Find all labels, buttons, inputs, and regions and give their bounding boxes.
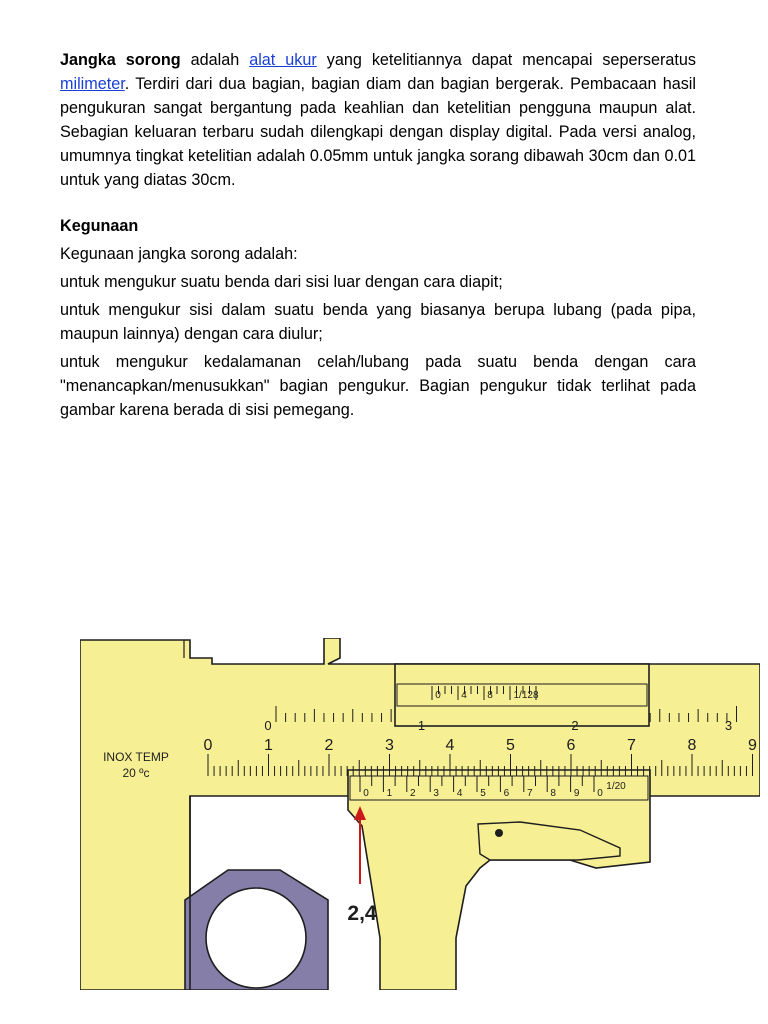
vernier-label: 4 xyxy=(456,788,463,799)
vernier-caliper-figure xyxy=(80,638,760,990)
mm-label: 0 xyxy=(203,737,213,754)
section-heading-kegunaan: Kegunaan xyxy=(60,217,139,235)
mm-label: 4 xyxy=(445,737,455,754)
kegunaan-item-3: untuk mengukur kedalamanan celah/lubang pada suatu benda dengan cara "menancapkan/menusukkan" bagian pengukur. Bagian pengukur tidak terlihat pada gambar karena berada di sisi pemegang. xyxy=(60,353,696,419)
vernier-label: 0 xyxy=(597,788,603,799)
sliding-jaw xyxy=(348,770,650,990)
vernier-label: 0 xyxy=(363,788,369,799)
kegunaan-lead: Kegunaan jangka sorong adalah: xyxy=(60,245,298,263)
document-body xyxy=(60,48,696,422)
intro-paragraph xyxy=(60,48,696,192)
mm-label: 7 xyxy=(627,737,636,754)
mm-label: 8 xyxy=(687,737,697,754)
vernier-label: 3 xyxy=(433,788,439,799)
link-alat-ukur[interactable]: alat ukur xyxy=(249,51,317,69)
vernier-label: 7 xyxy=(527,788,533,799)
inch-vernier-unit: 1/128 xyxy=(513,690,539,701)
inch-label: 2 xyxy=(571,718,579,733)
mm-label: 1 xyxy=(264,737,273,754)
mm-label: 9 xyxy=(748,737,757,754)
nut-hole xyxy=(206,888,306,988)
vernier-label: 1 xyxy=(386,788,393,799)
inch-vernier-label: 8 xyxy=(487,690,493,701)
vernier-label: 6 xyxy=(503,788,510,799)
vernier-label: 9 xyxy=(573,788,580,799)
kegunaan-item-2: untuk mengukur sisi dalam suatu benda yang biasanya berupa lubang (pada pipa, maupun lainnya) dengan cara diulur; xyxy=(60,301,696,343)
inch-vernier-label: 0 xyxy=(435,690,441,701)
intro-text-2: yang ketelitiannya dapat mencapai seperseratus xyxy=(316,51,697,69)
inch-label: 3 xyxy=(724,718,733,733)
intro-text-1: adalah xyxy=(180,51,250,69)
brand-label: INOX TEMP xyxy=(103,750,169,764)
mm-label: 2 xyxy=(324,737,334,754)
lock-screw xyxy=(495,829,503,837)
vernier-label: 8 xyxy=(550,788,556,799)
inch-label: 1 xyxy=(417,718,426,733)
vernier-unit: 1/20 xyxy=(606,781,626,792)
mm-label: 6 xyxy=(566,737,576,754)
vernier-label: 2 xyxy=(410,788,416,799)
kegunaan-item-1: untuk mengukur suatu benda dari sisi luar dengan cara diapit; xyxy=(60,273,503,291)
inch-label: 0 xyxy=(264,718,272,733)
temperature-label: 20 ºc xyxy=(122,766,150,780)
term-bold: Jangka sorong xyxy=(60,51,181,69)
reading-value: 2,4 xyxy=(347,902,377,925)
vernier-label: 5 xyxy=(480,788,486,799)
mm-label: 3 xyxy=(385,737,394,754)
mm-label: 5 xyxy=(506,737,515,754)
link-milimeter[interactable]: milimeter xyxy=(60,75,125,93)
inch-vernier-label: 4 xyxy=(461,690,467,701)
intro-text-3: . Terdiri dari dua bagian, bagian diam dan bagian bergerak. Pembacaan hasil pengukuran sangat bergantung pada keahlian dan ketelitian pengguna maupun alat. Sebagian keluaran terbaru sudah dilengkapi dengan display digital. Pada versi analog, umumnya tingkat ketelitian adalah 0.05mm untuk jangka sorang dibawah 30cm dan 0.01 untuk yang diatas 30cm. xyxy=(60,75,696,189)
caliper-illustration xyxy=(80,638,760,990)
